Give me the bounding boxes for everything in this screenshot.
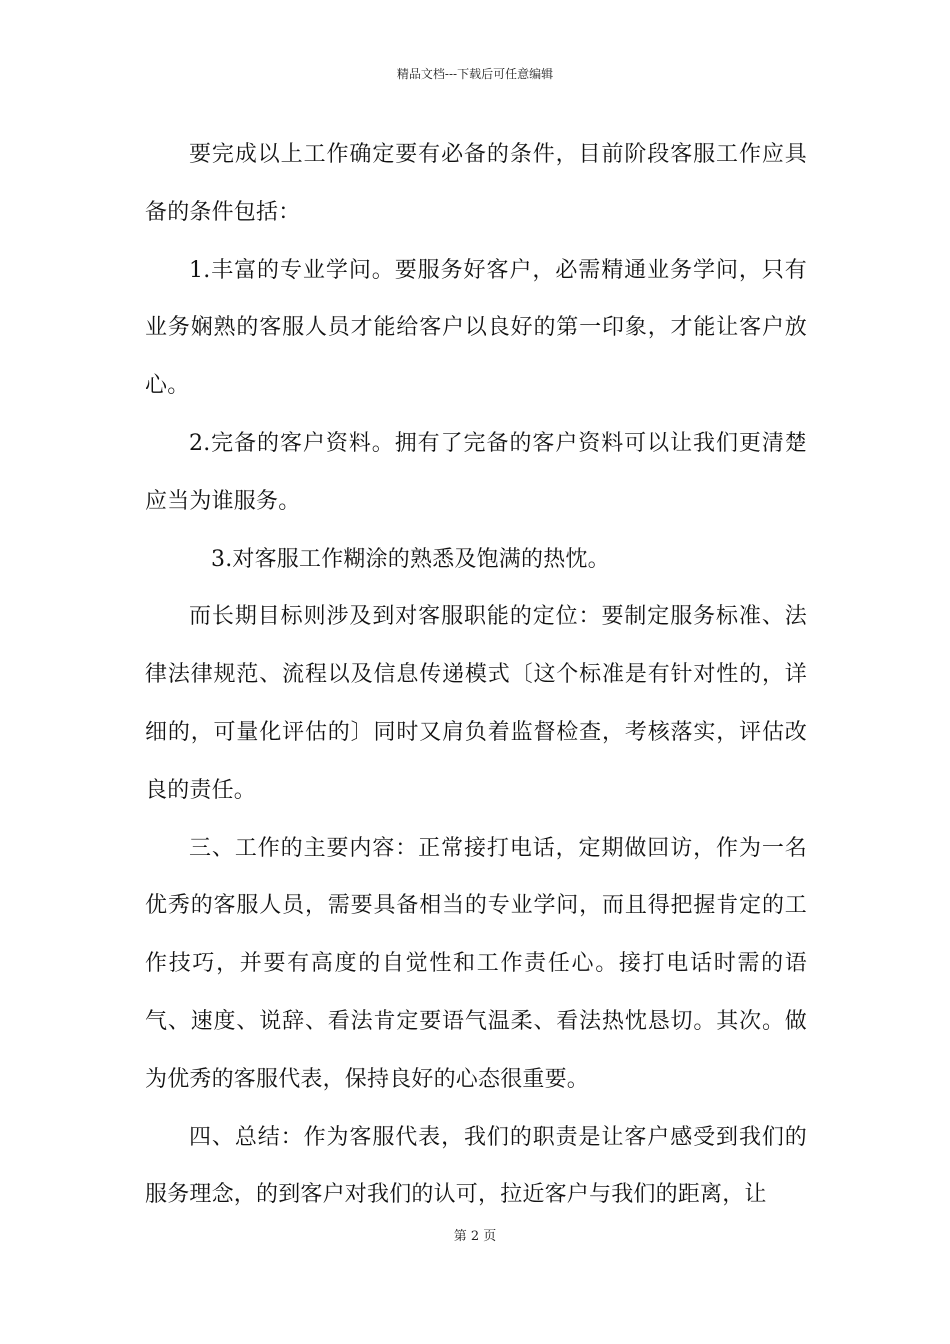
paragraph-condition-1: 1.丰富的专业学问。要服务好客户，必需精通业务学问，只有业务娴熟的客服人员才能给客户以良好的第一印象，才能让客户放心。 — [145, 257, 807, 399]
page-header: 精品文档---下载后可任意编辑 — [396, 67, 554, 81]
paragraph-summary: 四、总结：作为客服代表，我们的职责是让客户感受到我们的服务理念，的到客户对我们的认可，拉近客户与我们的距离，让 — [145, 1124, 807, 1208]
page-number: 第 2 页 — [453, 1229, 497, 1244]
paragraph-condition-2: 2.完备的客户资料。拥有了完备的客户资料可以让我们更清楚应当为谁服务。 — [145, 430, 807, 514]
document-body — [145, 126, 807, 1224]
paragraph-conditions-intro: 要完成以上工作确定要有必备的条件，目前阶段客服工作应具备的条件包括： — [145, 142, 807, 225]
paragraph-long-term-goals: 而长期目标则涉及到对客服职能的定位：要制定服务标准、法律法律规范、流程以及信息传递模式〔这个标准是有针对性的，详细的，可量化评估的〕同时又肩负着监督检查，考核落实，评估改良的责任。 — [145, 604, 807, 803]
paragraph-main-work-content: 三、工作的主要内容：正常接打电话，定期做回访，作为一名优秀的客服人员，需要具备相当的专业学问，而且得把握肯定的工作技巧，并要有高度的自觉性和工作责任心。接打电话时需的语气、速度、说辞、看法肯定要语气温柔、看法热忱恳切。其次。做为优秀的客服代表，保持良好的心态很重要。 — [145, 835, 807, 1092]
paragraph-condition-3: 3.对客服工作糊涂的熟悉及饱满的热忱。 — [211, 546, 610, 572]
